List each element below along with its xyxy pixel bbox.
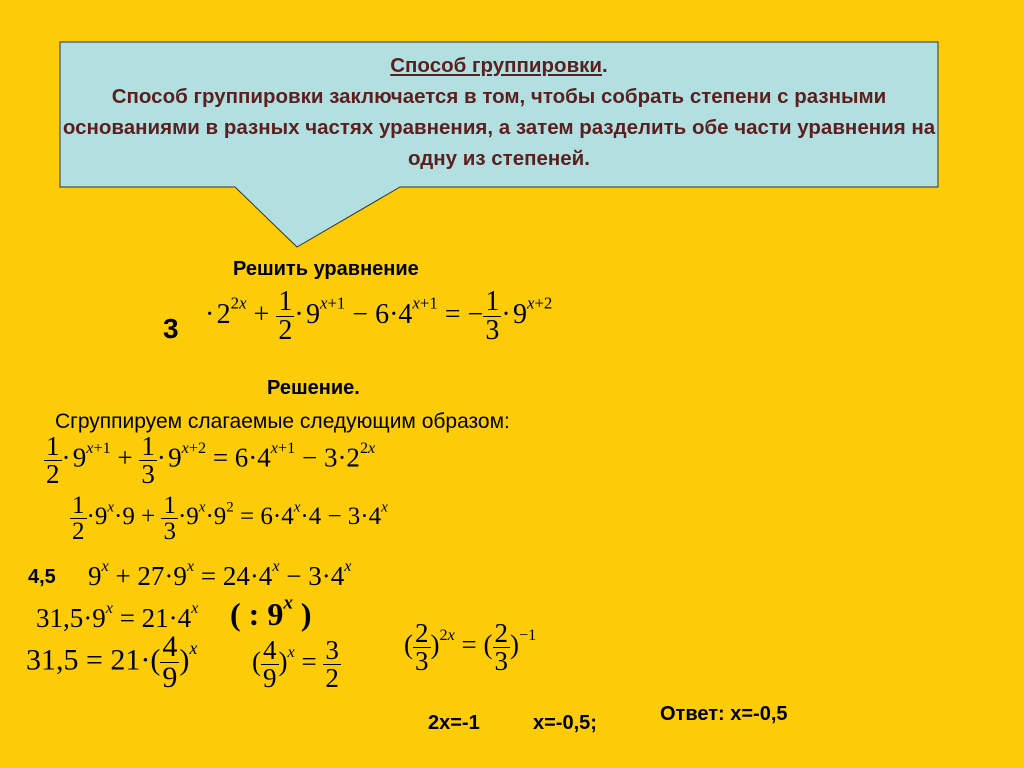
answer-text: Ответ: x=-0,5 [660,703,788,725]
callout-title: Способ группировки [390,54,603,77]
coefficient-label: 4,5 [28,566,56,588]
grouping-text: Сгруппируем слагаемые следующим образом: [55,410,510,433]
callout-body: Способ группировки заключается в том, чтобы собрать степени с разными основаниями в разных частях уравнения, а затем разделить обе части уравнения на одну из степеней. [62,85,936,170]
equation-number: 3 [163,313,179,344]
step-1-equation: $\frac{1}{2}$ · $9^{x+1}$ + $\frac{1}{3}$ · $9^{x+2} = 6\cdot 4^{x+1} - 3\cdot 2^{2x}$ [46,431,376,489]
result-2x: 2x=-1 [428,712,480,734]
solution-label: Решение. [267,377,360,399]
step-6-equation: ( $\frac{4}{9}$ )$^x$ = $\frac{3}{2}$ [252,635,339,693]
main-equation: · $2^{2x}$ + $\frac{1}{2}$ · $9^{x+1} - 6\cdot 4^{x+1}$ = − $\frac{1}{3}$ · $9^{x+2}$ [205,286,553,346]
task-heading: Решить уравнение [233,258,419,280]
step-4-equation: $31,5\cdot 9^x = 21\cdot 4^x$ [36,599,199,633]
step-5-equation: 31,5 = 21·( $\frac{4}{9}$ )$^x$ [26,630,198,694]
divide-note: ( : 9$^x$ ) [230,592,312,632]
callout-text: Способ группировки. Способ группировки заключается в том, чтобы собрать степени с разными основаниями в разных частях уравнения, а затем разделить обе части уравнения на одну из степеней. [62,54,936,170]
step-7-equation: ( $\frac{2}{3}$ )$^{2x}$ = ( $\frac{2}{3}$ )$^{-1}$ [404,618,537,676]
result-x: x=-0,5; [533,712,597,734]
step-2-equation: $\frac{1}{2}$ $\cdot 9^x\cdot 9$ + $\frac{1}{3}$ $\cdot 9^x\cdot 9^2 = 6\cdot 4^x\cdot 4 - 3\cdot 4^x$ [72,492,388,545]
step-3-equation: $9^x + 27\cdot 9^x = 24\cdot 4^x - 3\cdot 4^x$ [88,557,352,591]
